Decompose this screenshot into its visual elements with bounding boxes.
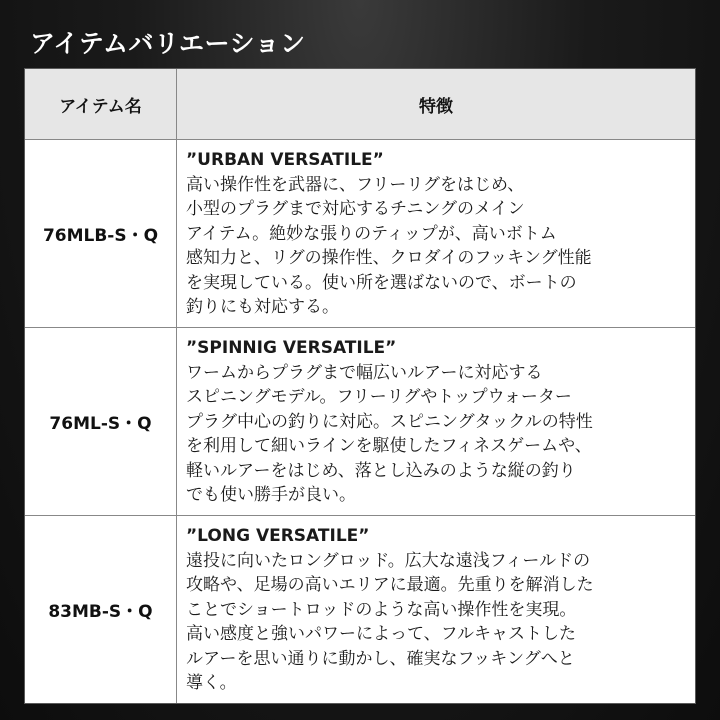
feature-line: 導く。 [186,673,237,693]
item-tagline: ”SPINNIG VERSATILE” [186,338,397,358]
feature-line: ことでショートロッドのような高い操作性を実現。 [186,599,577,620]
feature-line: 軽いルアーをはじめ、落とし込みのような縦の釣り [186,460,576,481]
feature-line: ワームからプラグまで幅広いルアーに対応する [186,362,543,383]
variation-table [24,68,696,704]
feature-line: 遠投に向いたロングロッド。広大な遠浅フィールドの [186,550,591,571]
table-row [25,139,695,327]
table-row [25,515,695,703]
table-row [25,327,695,515]
feature-line: スピニングモデル。フリーリグやトップウォーター [186,387,572,407]
item-feature [177,516,695,703]
feature-line: 攻略や、足場の高いエリアに最適。先重りを解消した [186,575,594,595]
header-feature: 特徴 [419,96,453,117]
feature-line: を実現している。使い所を選ばないので、ボートの [186,272,577,293]
item-feature [177,328,695,515]
feature-line: ルアーを思い通りに動かし、確実なフッキングへと [186,648,575,669]
feature-line: 高い操作性を武器に、フリーリグをはじめ、 [186,174,525,195]
item-tagline: ”URBAN VERSATILE” [186,150,384,170]
feature-line: 小型のプラグまで対応するチニングのメイン [186,199,525,219]
item-name: 83MB-S・Q [25,516,177,703]
item-feature [177,140,695,327]
feature-line: を利用して細いラインを駆使したフィネスゲームや、 [186,436,592,456]
header-item-name: アイテム名 [25,69,177,139]
feature-line: 高い感度と強いパワーによって、フルキャストした [186,624,576,644]
feature-line: 釣りにも対応する。 [186,297,339,317]
feature-line: でも使い勝手が良い。 [186,485,356,505]
feature-line: アイテム。絶妙な張りのティップが、高いボトム [186,223,557,244]
table-header-row [25,69,695,139]
item-name: 76ML-S・Q [25,328,177,515]
item-name: 76MLB-S・Q [25,140,177,327]
section-title: アイテムバリエーション [30,29,306,58]
feature-line: プラグ中心の釣りに対応。スピニングタックルの特性 [186,411,593,432]
item-tagline: ”LONG VERSATILE” [186,526,370,546]
feature-line: 感知力と、リグの操作性、クロダイのフッキング性能 [186,248,592,268]
